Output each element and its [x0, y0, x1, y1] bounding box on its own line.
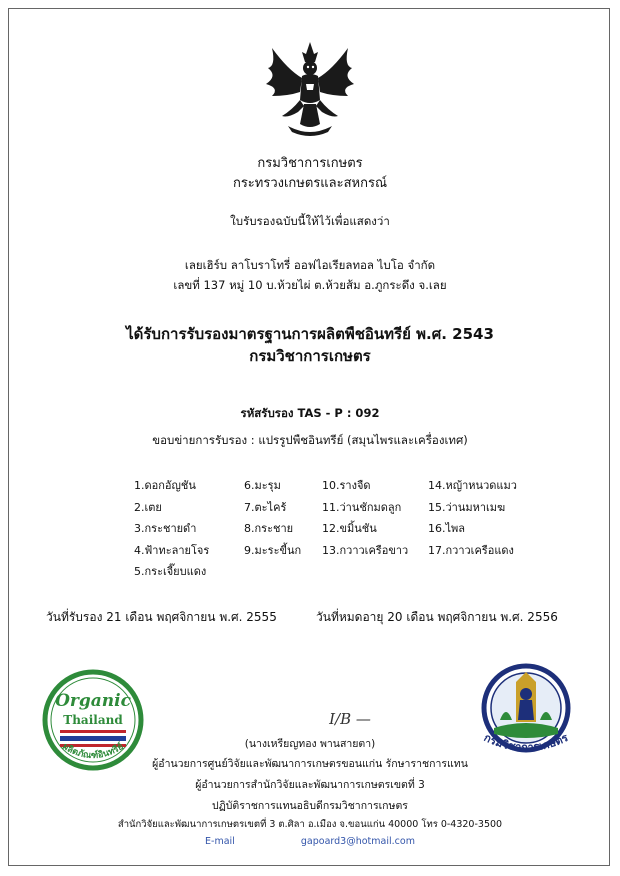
list-item: 15.ว่านมหาเมฆ	[428, 501, 506, 514]
list-item: 4.ฟ้าทะลายโจร	[134, 544, 210, 557]
logo-word-organic: Organic	[55, 691, 131, 711]
seal-arc-text: กรมวิชาการเกษตร	[481, 731, 571, 755]
ministry-name: กระทรวงเกษตรและสหกรณ์	[232, 176, 388, 191]
list-item: 1.ดอกอัญชัน	[134, 479, 196, 492]
department-name: กรมวิชาการเกษตร	[257, 156, 363, 171]
company-name: เลยเฮิร์บ ลาโบราโทรี่ ออฟไอเรียลทอล ไบโอ จำกัด	[184, 258, 436, 272]
signer-title-3: ปฏิบัติราชการแทนอธิบดีกรมวิชาการเกษตร	[212, 800, 408, 812]
logo-word-thailand: Thailand	[63, 713, 123, 727]
intro-line: ใบรับรองฉบับนี้ให้ไว้เพื่อแสดงว่า	[230, 214, 390, 228]
list-item: 3.กระชายดำ	[134, 522, 197, 535]
list-item: 7.ตะไคร้	[244, 501, 287, 514]
issue-date: วันที่รับรอง 21 เดือน พฤศจิกายน พ.ศ. 2555	[46, 610, 277, 624]
email-label: E-mail	[205, 836, 235, 847]
list-item: 6.มะรุม	[244, 479, 281, 492]
list-item: 10.รางจืด	[322, 479, 371, 492]
garuda-emblem-icon	[258, 40, 362, 140]
expiry-date: วันที่หมดอายุ 20 เดือน พฤศจิกายน พ.ศ. 2556	[316, 610, 558, 624]
signer-title-1: ผู้อำนวยการศูนย์วิจัยและพัฒนาการเกษตรขอนแก่น รักษาราชการแทน	[152, 758, 468, 770]
certified-department: กรมวิชาการเกษตร	[249, 347, 371, 365]
signature-mark: I/B —	[329, 710, 371, 728]
footer-address: สำนักวิจัยและพัฒนาการเกษตรเขตที่ 3 ต.ศิลา อ.เมือง จ.ขอนแก่น 40000 โทร 0-4320-3500	[117, 819, 503, 830]
list-item: 17.กวาวเครือแดง	[428, 544, 514, 557]
list-item: 13.กวาวเครือขาว	[322, 544, 409, 557]
list-item: 12.ขมิ้นชัน	[322, 522, 377, 535]
certification-scope: ขอบข่ายการรับรอง : แปรรูปพืชอินทรีย์ (สมุนไพรและเครื่องเทศ)	[152, 433, 468, 447]
list-item: 9.มะระขี้นก	[244, 544, 302, 557]
certification-code: รหัสรับรอง TAS - P : 092	[240, 406, 380, 420]
list-item: 8.กระชาย	[244, 522, 294, 535]
signer-title-2: ผู้อำนวยการสำนักวิจัยและพัฒนาการเกษตรเขตที่ 3	[195, 779, 425, 791]
list-item: 16.ไพล	[428, 522, 466, 535]
company-address: เลขที่ 137 หมู่ 10 บ.ห้วยไผ่ ต.ห้วยส้ม อ.ภูกระดึง จ.เลย	[173, 278, 447, 292]
list-item: 2.เตย	[134, 501, 162, 514]
email-link[interactable]: gapoard3@hotmail.com	[300, 836, 415, 847]
list-item: 14.หญ้าหนวดแมว	[428, 479, 517, 492]
list-item: 11.ว่านชักมดลูก	[322, 501, 402, 514]
certified-standard: ได้รับการรับรองมาตรฐานการผลิตพืชอินทรีย์ พ.ศ. 2543	[126, 325, 494, 343]
logo-arc-text: ผลิตภัณฑ์อินทรีย์	[60, 741, 126, 762]
signer-name: (นางเหรียญทอง พานสายตา)	[244, 738, 376, 750]
list-item: 5.กระเจี๊ยบแดง	[134, 565, 207, 578]
footer-email-line	[0, 836, 620, 847]
